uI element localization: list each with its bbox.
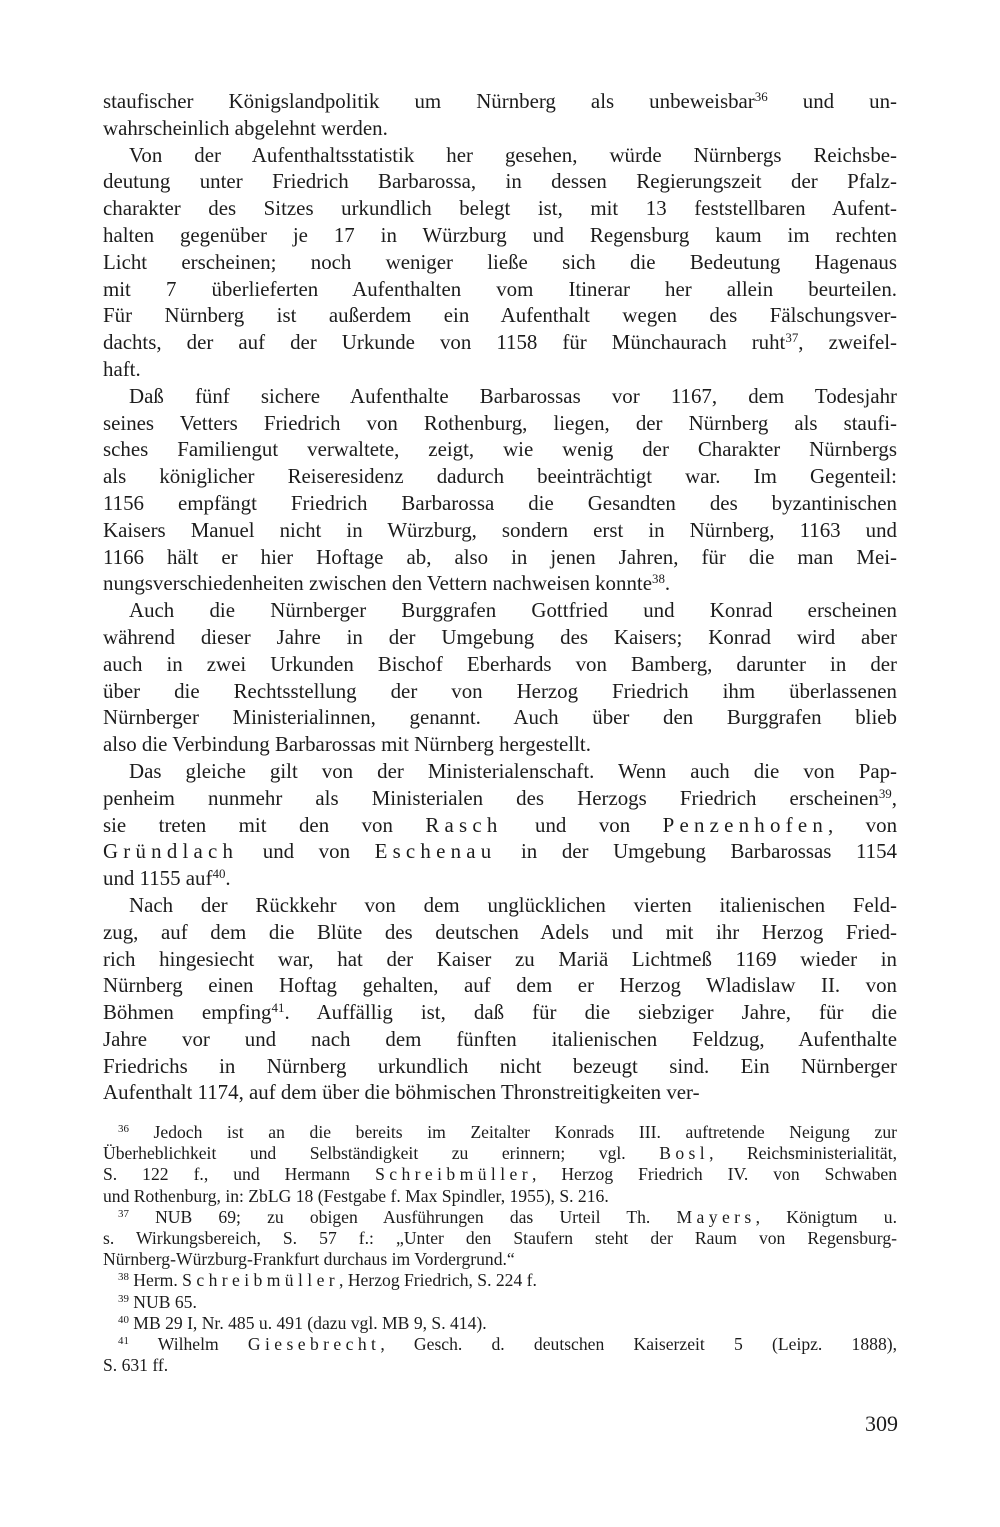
text-run: deutung unter Friedrich Barbarossa, in dessen Regierungszeit der Pfalz- (103, 169, 897, 194)
text-run: sie treten mit den von (103, 812, 426, 837)
text-line (103, 1053, 897, 1080)
text-line (103, 517, 897, 544)
text-run: , Reichsministerialität, (709, 1143, 897, 1164)
text-line (103, 865, 897, 892)
text-line (103, 999, 897, 1026)
text-run: und Rothenburg, in: ZbLG 18 (Festgabe f. Max Spindler, 1955), S. 216. (103, 1185, 609, 1206)
text-line (103, 758, 897, 785)
text-line (103, 946, 897, 973)
footnote (103, 1270, 897, 1291)
paragraph (103, 142, 897, 383)
footnote-marker: 36 (754, 88, 768, 104)
text-run: halten gegenüber je 17 in Würzburg und Regensburg kaum im rechten (103, 222, 897, 247)
spaced-name: Eschenau (374, 839, 497, 864)
spaced-name: Schreibmüller (375, 1164, 532, 1185)
text-line (103, 222, 897, 249)
text-line (103, 142, 897, 169)
text-run: nungsverschiedenheiten zwischen den Vettern nachweisen konnte (103, 571, 652, 596)
text-run: und von (238, 839, 375, 864)
footnote-marker: 39 (118, 1292, 129, 1305)
text-run: Nürnberg einen Hoftag gehalten, auf dem er Herzog Wladislaw II. von (103, 973, 897, 998)
text-run: . (225, 866, 231, 891)
text-line (103, 624, 897, 651)
footnote-line (103, 1334, 897, 1355)
text-run: haft. (103, 356, 141, 381)
text-line (103, 678, 897, 705)
text-run: als königlicher Reiseresidenz dadurch beeinträchtigt war. Im Gegenteil: (103, 464, 897, 489)
text-run: mit 7 überlieferten Aufenthalten vom Itinerar her allein beurteilen. (103, 276, 897, 301)
text-run: NUB 69; zu obigen Ausführungen das Urteil Th. (128, 1206, 677, 1227)
text-run: . Auffällig ist, daß für die siebziger Jahre, für die (284, 1000, 898, 1025)
text-line (103, 785, 897, 812)
paragraph (103, 892, 897, 1106)
text-run: Nach der Rückkehr von dem unglücklichen vierten italienischen Feld- (129, 892, 897, 917)
text-run: , Herzog Friedrich IV. von Schwaben (531, 1164, 897, 1185)
text-run: sches Familiengut verwaltete, zeigt, wie wenig der Charakter Nürnbergs (103, 437, 897, 462)
text-run: und un- (767, 89, 897, 113)
text-run: in der Umgebung Barbarossas 1154 (496, 839, 897, 864)
text-line (103, 490, 897, 517)
text-run: , (891, 785, 897, 810)
footnote-line (103, 1355, 897, 1376)
text-line (103, 1079, 897, 1106)
text-run: Aufenthalt 1174, auf dem über die böhmischen Thronstreitigkeiten ver- (103, 1080, 700, 1105)
spaced-name: Bosl (659, 1143, 710, 1164)
text-run: 1156 empfängt Friedrich Barbarossa die Gesandten des byzantinischen (103, 490, 897, 515)
text-line (103, 919, 897, 946)
text-line (103, 88, 897, 115)
text-line (103, 544, 897, 571)
text-run: Nürnberg-Würzburg-Frankfurt durchaus im Vordergrund.“ (103, 1249, 515, 1270)
text-run: Das gleiche gilt von der Ministerialenschaft. Wenn auch die von Pap- (129, 758, 897, 783)
footnote-marker: 38 (651, 571, 665, 587)
text-run: staufischer Königslandpolitik um Nürnberg als unbeweisbar (103, 89, 755, 113)
text-line (103, 972, 897, 999)
spaced-name: Mayers (676, 1206, 756, 1227)
footnote-marker: 36 (118, 1123, 129, 1135)
text-run: , Gesch. d. deutschen Kaiserzeit 5 (Leipz. 1888), (380, 1334, 897, 1355)
text-run: über die Rechtsstellung der von Herzog Friedrich ihm überlassenen (103, 678, 897, 703)
text-run: Von der Aufenthaltsstatistik her gesehen, würde Nürnbergs Reichsbe- (129, 142, 897, 167)
text-run: Jedoch ist an die bereits im Zeitalter Konrads III. auftretende Neigung zur (128, 1122, 897, 1142)
text-run: . (664, 571, 671, 596)
text-run: seines Vetters Friedrich von Rothenburg, liegen, der Nürnberg als staufi- (103, 410, 897, 435)
footnote-line (103, 1164, 897, 1185)
footnote-line (103, 1228, 897, 1249)
main-text (103, 88, 897, 1106)
text-run: Überheblichkeit und Selbständigkeit zu erinnern; vgl. (103, 1143, 660, 1164)
paragraph (103, 88, 897, 142)
paragraph (103, 758, 897, 892)
footnote-marker: 39 (878, 785, 892, 801)
text-run: Wilhelm (128, 1334, 248, 1355)
text-run: und 1155 auf (103, 866, 213, 891)
text-line (103, 195, 897, 222)
text-line (103, 463, 897, 490)
text-line (103, 168, 897, 195)
text-run: , Herzog Friedrich, S. 224 f. (339, 1270, 537, 1291)
text-line (103, 115, 897, 142)
text-line (103, 329, 897, 356)
spaced-name: Penzenhofen (662, 812, 828, 837)
footnote-line (103, 1143, 897, 1164)
text-line (103, 838, 897, 865)
text-run: S. 122 f., und Hermann (103, 1164, 376, 1185)
text-run: Licht erscheinen; noch weniger ließe sich die Bedeutung Hagenaus (103, 249, 897, 274)
text-run: während dieser Jahre in der Umgebung des Kaisers; Konrad wird aber (103, 624, 897, 649)
text-line (103, 597, 897, 624)
text-line (103, 436, 897, 463)
text-run: s. Wirkungsbereich, S. 57 f.: „Unter den Staufern steht der Raum von Regensburg- (103, 1228, 897, 1249)
text-line (103, 570, 897, 597)
footnote-marker: 40 (212, 865, 226, 881)
text-run: also die Verbindung Barbarossas mit Nürnberg hergestellt. (103, 732, 591, 757)
text-run: auch in zwei Urkunden Bischof Eberhards von Bamberg, darunter in der (103, 651, 897, 676)
footnote-line (103, 1122, 897, 1143)
text-run: Herm. (128, 1270, 183, 1291)
footnote-marker: 41 (271, 999, 285, 1015)
text-line (103, 249, 897, 276)
text-run: dachts, der auf der Urkunde von 1158 für Münchaurach ruht (103, 330, 786, 355)
text-line (103, 383, 897, 410)
footnote-line (103, 1292, 897, 1313)
text-line (103, 651, 897, 678)
footnote (103, 1122, 897, 1207)
footnote (103, 1207, 897, 1271)
text-line (103, 276, 897, 303)
footnote-marker: 37 (118, 1207, 129, 1220)
text-line (103, 731, 897, 758)
footnotes (103, 1122, 897, 1376)
footnote-line (103, 1270, 897, 1291)
paragraph (103, 597, 897, 758)
text-run: Böhmen empfing (103, 1000, 272, 1025)
text-run: Friedrichs in Nürnberg urkundlich nicht bezeugt sind. Ein Nürnberger (103, 1053, 897, 1078)
footnote-line (103, 1313, 897, 1334)
text-run: und von (502, 812, 663, 837)
text-run: Für Nürnberg ist außerdem ein Aufenthalt wegen des Fälschungsver- (103, 303, 897, 328)
text-run: Daß fünf sichere Aufenthalte Barbarossas vor 1167, dem Todesjahr (129, 383, 897, 408)
spaced-name: Schreibmüller (182, 1270, 340, 1291)
footnote-marker: 40 (118, 1313, 129, 1326)
text-run: zug, auf dem die Blüte des deutschen Adels und mit ihr Herzog Fried- (103, 919, 897, 944)
text-run: penheim nunmehr als Ministerialen des Herzogs Friedrich erscheinen (103, 785, 879, 810)
text-run: , Königtum u. (755, 1206, 897, 1227)
footnote-marker: 38 (118, 1271, 129, 1284)
text-run: wahrscheinlich abgelehnt werden. (103, 115, 388, 140)
text-line (103, 704, 897, 731)
text-run: charakter des Sitzes urkundlich belegt ist, mit 13 feststellbaren Aufent- (103, 196, 897, 221)
text-run: Kaisers Manuel nicht in Würzburg, sondern erst in Nürnberg, 1163 und (103, 517, 897, 542)
footnote-line (103, 1186, 897, 1207)
text-line (103, 410, 897, 437)
text-run: 1166 hält er hier Hoftage ab, also in jenen Jahren, für die man Mei- (103, 544, 897, 569)
text-run: , zweifel- (798, 330, 897, 355)
footnote (103, 1292, 897, 1313)
footnote-marker: 37 (785, 330, 799, 346)
text-line (103, 302, 897, 329)
text-run: Nürnberger Ministerialinnen, genannt. Auch über den Burggrafen blieb (103, 705, 897, 730)
spaced-name: Rasch (425, 812, 503, 837)
text-line (103, 356, 897, 383)
page-number: 309 (865, 1411, 898, 1436)
spaced-name: Giesebrecht (247, 1334, 381, 1355)
paragraph (103, 383, 897, 597)
footnote-marker: 41 (118, 1335, 129, 1348)
text-line (103, 1026, 897, 1053)
text-run: S. 631 ff. (103, 1355, 169, 1376)
text-line (103, 812, 897, 839)
text-run: Auch die Nürnberger Burggrafen Gottfried und Konrad erscheinen (129, 598, 897, 623)
footnote-line (103, 1207, 897, 1228)
text-run: NUB 65. (128, 1291, 197, 1312)
text-run: Jahre vor und nach dem fünften italienischen Feldzug, Aufenthalte (103, 1026, 897, 1051)
footnote-line (103, 1249, 897, 1270)
footnote (103, 1313, 897, 1334)
text-run: MB 29 I, Nr. 485 u. 491 (dazu vgl. MB 9, S. 414). (128, 1312, 487, 1333)
text-line (103, 892, 897, 919)
spaced-name: Gründlach (103, 839, 239, 864)
text-run: rich hingesiecht war, hat der Kaiser zu Mariä Lichtmeß 1169 wieder in (103, 946, 897, 971)
footnote (103, 1334, 897, 1376)
text-run: , von (828, 812, 898, 837)
